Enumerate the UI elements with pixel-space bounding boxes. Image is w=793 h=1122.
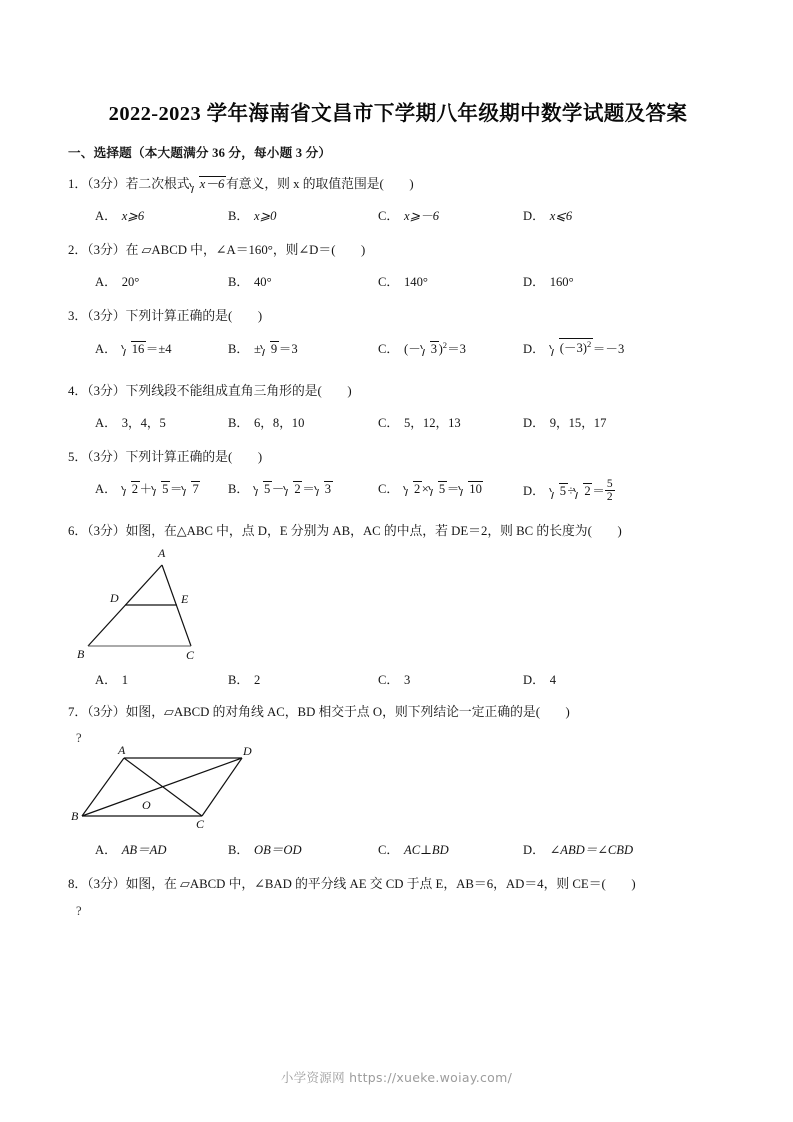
q7-score: （3分） [87,705,126,720]
q7-option-c-text: AC⊥BD [404,843,449,858]
q1-option-a-label: A． [95,209,117,224]
q5-option-a[interactable]: A． 2 ＋ 5 ＝ 7 [95,481,199,496]
q3-option-a[interactable] [95,338,172,357]
q4-option-b[interactable] [228,412,304,431]
question-7-figure [71,743,728,835]
q4-option-c-label: C． [378,415,399,430]
q4-option-b-label: B． [228,415,249,430]
q7-option-d-label: D． [523,843,545,858]
q3-option-b-head: ± [254,341,261,356]
q6-option-c-label: C． [378,673,399,688]
q3-score: （3分） [87,309,126,324]
figure7-label-d: D [243,744,252,759]
q7-option-a-text: AB＝AD [121,843,167,858]
q2-option-d-label: D． [523,275,545,290]
q5-number: 5 [68,449,75,464]
q3-number: 3 [68,309,75,324]
q6-option-d-text: 4 [549,673,556,688]
q1-option-d-label: D． [523,209,545,224]
q2-option-b[interactable] [228,271,272,290]
q6-number: 6 [68,523,75,538]
question-2-stem: 2．（3分）在 ▱ABCD 中，∠A＝160°，则∠D＝( ) [68,243,366,258]
q5-option-d-label: D． [523,484,545,499]
q2-text: 在 ▱ABCD 中，∠A＝160°，则∠D＝( ) [125,243,366,258]
q7-option-c[interactable] [378,839,449,858]
figure6-label-e: E [181,592,189,607]
q3-option-b-label: B． [228,341,249,356]
q3-option-d[interactable] [523,338,624,357]
q1-option-a-text: x⩾6 [121,209,145,224]
q4-option-d[interactable] [523,412,606,431]
question-7-stray-mark: ? [76,731,82,746]
q3-text: 下列计算正确的是( ) [125,309,263,324]
q5-option-b-label: B． [228,481,249,496]
q6-option-d-label: D． [523,673,545,688]
q4-score: （3分） [87,383,126,398]
q2-option-c-text: 140° [404,275,428,290]
question-7-stem: 7．（3分）如图，▱ABCD 的对角线 AC，BD 相交于点 O，则下列结论一定正确的是( ) [68,705,570,720]
figure6-label-c: C [186,648,195,663]
question-1-options [68,205,728,227]
q2-number: 2 [68,243,75,258]
q1-score: （3分） [87,177,126,191]
q7-option-b[interactable] [228,839,302,858]
parallelogram-diagonals-svg [74,747,274,835]
question-4-options [68,412,728,434]
q7-option-c-label: C． [378,843,399,858]
question-6-stem: 6．（3分）如图，在△ABC 中，点 D，E 分别为 AB，AC 的中点，若 DE＝2，则 BC 的长度为( ) [68,523,622,538]
q6-option-b-label: B． [228,673,249,688]
q2-score: （3分） [87,243,126,258]
question-5-stem: 5．（3分）下列计算正确的是( ) [68,449,263,464]
q4-option-b-text: 6，8，10 [254,415,305,430]
question-5-options [68,478,728,508]
q5-option-d[interactable]: D． 5 ÷ 2 ＝ $\frac{5}{2}$ [523,477,613,504]
page-title: 2022-2023 学年海南省文昌市下学期八年级期中数学试题及答案 [108,103,688,125]
q4-option-d-label: D． [523,415,545,430]
q7-option-a-label: A． [95,843,117,858]
q7-option-b-label: B． [228,843,249,858]
q5-score: （3分） [87,449,126,464]
figure7-label-c: C [196,817,205,832]
q3-option-b-radicand: 9 [270,341,278,356]
q1-number: 1 [68,177,75,191]
question-8-stem: 8．（3分）如图，在 ▱ABCD 中，∠BAD 的平分线 AE 交 CD 于点 E，AB＝6，AD＝4，则 CE＝( ) [68,877,636,892]
triangle-midsegment-svg [74,545,274,667]
question-1-stem: 1．（3分）若二次根式 x－6 有意义，则 x 的取值范围是( ) [68,175,728,194]
figure7-label-o: O [142,798,151,813]
q1-text-post: 有意义，则 x 的取值范围是( ) [225,177,414,191]
q6-option-a-text: 1 [121,673,128,688]
question-8-stray-mark: ? [76,903,82,918]
figure7-label-a: A [118,743,126,758]
q6-option-d[interactable] [523,669,556,688]
question-6-options [68,669,728,691]
question-6-figure [74,545,728,667]
q3-option-a-radicand: 16 [131,341,145,356]
q7-text: 如图，▱ABCD 的对角线 AC，BD 相交于点 O，则下列结论一定正确的是( ) [125,705,570,720]
q3-option-d-tail: ＝－3 [592,341,625,356]
q1-sqrt [190,175,226,194]
q8-text: 如图，在 ▱ABCD 中，∠BAD 的平分线 AE 交 CD 于点 E，AB＝6，AD＝4，则 CE＝( ) [125,877,636,892]
q2-option-a-label: A． [95,275,117,290]
q1-option-a[interactable] [95,205,144,224]
q7-number: 7 [68,705,75,720]
q3-option-b[interactable] [228,338,298,357]
q5-option-a-label: A． [95,481,117,496]
question-4-stem: 4．（3分）下列线段不能组成直角三角形的是( ) [68,383,352,398]
q2-option-b-text: 40° [254,275,272,290]
q3-option-a-sqrt [122,341,146,357]
q2-option-b-label: B． [228,275,249,290]
figure6-label-a: A [158,546,166,561]
q5-option-b[interactable]: B． 5 － 2 ＝ 3 [228,481,332,496]
question-2-options [68,271,728,293]
q1-option-b[interactable] [228,205,276,224]
q8-number: 8 [68,877,75,892]
q4-option-d-text: 9，15，17 [549,415,607,430]
q5-option-c-label: C． [378,481,399,496]
q1-option-d-text: x⩽6 [549,209,573,224]
section-heading: 一、选择题（本大题满分 36 分，每小题 3 分） [68,146,332,160]
q3-option-c[interactable]: C． (－ 3 )$^2$＝3 [378,339,466,356]
q5-option-d-fraction: $\frac{5}{2}$ [606,477,613,504]
footer-watermark: 小学资源网 https://xueke.woiay.com/ [280,1070,513,1085]
q2-option-d-text: 160° [549,275,574,290]
q7-option-d-text: ∠ABD＝∠CBD [549,843,634,858]
q8-score: （3分） [87,877,126,892]
q2-option-a[interactable] [95,271,139,290]
q6-score: （3分） [87,523,126,538]
question-3-options [68,338,728,368]
q2-option-c[interactable] [378,271,428,290]
q3-option-d-label: D． [523,341,545,356]
q2-option-a-text: 20° [121,275,140,290]
q6-option-b[interactable] [228,669,260,688]
figure6-label-b: B [77,647,85,662]
q7-option-b-text: OB＝OD [254,843,302,858]
question-7-options [68,839,728,861]
q6-option-b-text: 2 [254,673,261,688]
q6-option-a[interactable] [95,669,128,688]
q3-option-b-tail: ＝3 [278,341,298,356]
q7-option-d[interactable] [523,839,633,858]
question-3-stem: 3．（3分）下列计算正确的是( ) [68,309,263,324]
q4-option-a[interactable] [95,412,166,431]
q5-text: 下列计算正确的是( ) [125,449,263,464]
q5-option-c[interactable]: C． 2 × 5 ＝ 10 [378,481,482,496]
q3-option-c-label: C． [378,341,399,356]
q6-option-c[interactable] [378,669,410,688]
q4-option-a-label: A． [95,415,117,430]
q1-option-b-label: B． [228,209,249,224]
q3-option-b-sqrt [261,341,279,357]
q6-option-a-label: A． [95,673,117,688]
figure6-label-d: D [110,591,119,606]
q4-number: 4 [68,383,75,398]
q2-option-d[interactable] [523,271,574,290]
q6-option-c-text: 3 [404,673,411,688]
q6-text: 如图，在△ABC 中，点 D，E 分别为 AB，AC 的中点，若 DE＝2，则 BC 的长度为( ) [125,523,622,538]
q1-option-d[interactable] [523,205,572,224]
q4-option-a-text: 3，4，5 [121,415,166,430]
page-content [68,96,728,918]
q1-option-c-label: C． [378,209,399,224]
q1-option-b-text: x⩾0 [254,209,277,224]
q1-radicand: x－6 [199,177,225,191]
figure7-label-b: B [71,809,79,824]
q1-text-pre: 若二次根式 [125,177,190,191]
q3-option-d-sqrt: $(-3)^2$ [550,338,593,357]
q4-text: 下列线段不能组成直角三角形的是( ) [125,383,352,398]
q1-option-c-text: x⩾－6 [404,209,440,224]
q2-option-c-label: C． [378,275,399,290]
q3-option-a-tail: ＝±4 [145,341,172,356]
q1-option-c[interactable] [378,205,439,224]
q4-option-c[interactable] [378,412,461,431]
q7-option-a[interactable] [95,839,166,858]
q3-option-c-sqrt: 3 [421,341,439,357]
q4-option-c-text: 5，12，13 [404,415,461,430]
q3-option-a-label: A． [95,341,117,356]
